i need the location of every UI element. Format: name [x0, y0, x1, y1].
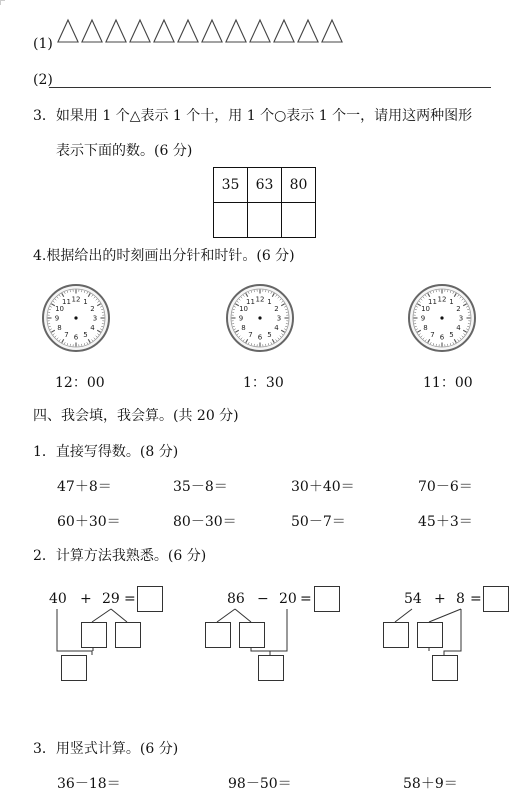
- clock-numeral: 10: [421, 305, 431, 313]
- problem: 50－7＝: [291, 514, 346, 530]
- clock-numeral: 11: [428, 298, 437, 307]
- method-equals: =: [300, 591, 312, 607]
- problem: 80－30＝: [173, 514, 237, 530]
- clock-time-label: 12：00: [55, 375, 105, 391]
- clock-numeral: 6: [257, 333, 263, 342]
- clock-numeral: 6: [73, 333, 79, 342]
- clock-numeral: 2: [90, 305, 95, 313]
- section4-title: 4.根据给出的时刻画出分针和时针。(6 分): [33, 248, 295, 264]
- clock-numeral: 11: [62, 298, 71, 307]
- clock-numeral: 7: [64, 330, 69, 339]
- clock-numeral: 12: [255, 295, 265, 304]
- q2-title: 2．计算方法我熟悉。(6 分): [33, 548, 207, 564]
- method-operand: 54: [404, 591, 422, 607]
- clock-numeral: 5: [449, 330, 454, 339]
- clock-numeral: 1: [83, 298, 88, 307]
- problem: 60＋30＝: [57, 514, 121, 530]
- q1-label: (1): [33, 36, 53, 52]
- method-operator: +: [80, 591, 92, 607]
- part4-heading: 四、我会填，我会算。(共 20 分): [33, 408, 239, 424]
- clock-numeral: 9: [238, 314, 244, 323]
- clock-numeral: 12: [71, 295, 81, 304]
- section3-line1: 3．如果用 1 个△表示 1 个十，用 1 个○表示 1 个一，请用这两种图形: [33, 108, 473, 124]
- clock-numeral: 2: [274, 305, 279, 313]
- number-cell: 63: [248, 168, 282, 203]
- clock-time-label: 11：00: [423, 375, 473, 391]
- clock-numeral: 8: [57, 324, 62, 332]
- clock-numeral: 1: [267, 298, 272, 307]
- number-cell: 80: [282, 168, 316, 203]
- clock-numeral: 3: [92, 314, 98, 323]
- clock-numeral: 6: [439, 333, 445, 342]
- problem: 30＋40＝: [291, 479, 355, 495]
- clock-numeral: 5: [267, 330, 272, 339]
- method-operand: 86: [227, 591, 245, 607]
- method-equals: =: [124, 591, 136, 607]
- method-operator: −: [257, 591, 269, 607]
- clock-numeral: 3: [458, 314, 464, 323]
- clock-numeral: 4: [90, 324, 95, 332]
- clock-time-label: 1：30: [243, 375, 284, 391]
- method-operator: +: [434, 591, 446, 607]
- clock-numeral: 10: [55, 305, 65, 313]
- method-operand: 20: [279, 591, 297, 607]
- q1-title: 1．直接写得数。(8 分): [33, 444, 179, 460]
- problem: 45＋3＝: [418, 514, 473, 530]
- problem: 35－8＝: [173, 479, 228, 495]
- problem: 70－6＝: [418, 479, 473, 495]
- problem: 47＋8＝: [57, 479, 112, 495]
- method-operand: 29: [102, 591, 120, 607]
- number-cell: 35: [214, 168, 248, 203]
- clock-numeral: 7: [430, 330, 435, 339]
- vertical-problem: 36－18＝: [57, 776, 121, 792]
- q3-title: 3．用竖式计算。(6 分): [33, 741, 179, 757]
- clock-numeral: 3: [276, 314, 282, 323]
- clock-numeral: 2: [456, 305, 461, 313]
- clock-numeral: 4: [456, 324, 461, 332]
- clock-numeral: 9: [54, 314, 60, 323]
- clock-numeral: 11: [246, 298, 255, 307]
- method-operand: 8: [456, 591, 465, 607]
- method-operand: 40: [49, 591, 67, 607]
- clock-numeral: 7: [248, 330, 253, 339]
- section3-line2: 表示下面的数。(6 分): [56, 143, 193, 159]
- q2-label: (2): [33, 72, 53, 88]
- clock-numeral: 4: [274, 324, 279, 332]
- clock-numeral: 10: [239, 305, 249, 313]
- vertical-problem: 98－50＝: [228, 776, 292, 792]
- clock-numeral: 8: [241, 324, 246, 332]
- clock-numeral: 1: [449, 298, 454, 307]
- clock-numeral: 9: [420, 314, 426, 323]
- vertical-problem: 58＋9＝: [403, 776, 458, 792]
- clock-numeral: 12: [437, 295, 447, 304]
- clock-numeral: 8: [423, 324, 428, 332]
- clock-numeral: 5: [83, 330, 88, 339]
- method-equals: =: [470, 591, 482, 607]
